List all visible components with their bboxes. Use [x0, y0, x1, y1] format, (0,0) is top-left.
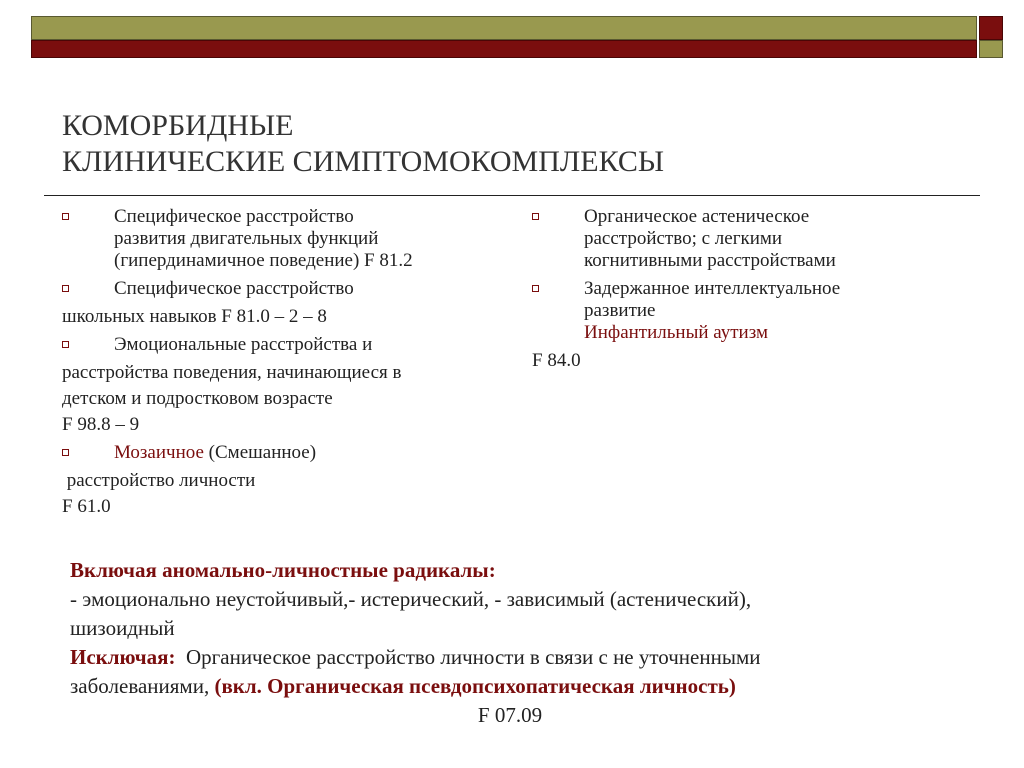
item-continuation: F 61.0 — [62, 496, 111, 517]
excluding-bold-text: (вкл. Органическая псевдопсихопатическая личность) — [209, 674, 736, 698]
item-line: Эмоциональные расстройства и — [114, 334, 373, 355]
item-line: развития двигательных функций — [114, 228, 379, 249]
excluding-text: Органическое расстройство личности в связи с не уточненными — [175, 645, 761, 669]
including-text: - эмоционально неустойчивый,- истерический, - зависимый (астенический), — [70, 587, 752, 611]
item-continuation: школьных навыков F 81.0 – 2 – 8 — [62, 306, 327, 327]
excluding-text: заболеваниями, — [70, 674, 210, 698]
item-line: Органическое астеническое — [584, 206, 810, 227]
item-line: (гипердинамичное поведение) F 81.2 — [114, 250, 413, 271]
title-divider — [44, 195, 980, 196]
highlight-text: Инфантильный аутизм — [584, 322, 768, 343]
item-line: Специфическое расстройство — [114, 206, 354, 227]
item-line: Специфическое расстройство — [114, 278, 354, 299]
square-bullet-icon — [62, 213, 69, 220]
item-continuation: F 98.8 – 9 — [62, 414, 140, 435]
list-item — [62, 442, 512, 464]
slide-title — [62, 108, 962, 180]
right-column — [532, 206, 972, 378]
square-bullet-icon — [532, 213, 539, 220]
square-bullet-icon — [62, 341, 69, 348]
list-item — [532, 206, 972, 272]
item-continuation: детском и подростковом возрасте — [62, 388, 333, 409]
excluding-line — [70, 672, 950, 701]
left-column — [62, 206, 512, 524]
list-item — [62, 334, 512, 356]
list-item — [62, 206, 512, 272]
header-bar-olive — [31, 16, 977, 40]
square-bullet-icon — [62, 449, 69, 456]
bottom-notes — [70, 556, 950, 730]
item-line: Задержанное интеллектуальное — [584, 278, 841, 299]
square-bullet-icon — [532, 285, 539, 292]
excluding-label: Исключая: — [70, 645, 176, 669]
item-continuation: расстройства поведения, начинающиеся в — [62, 362, 402, 383]
header-square-maroon — [979, 16, 1003, 40]
item-line: расстройство; с легкими — [584, 228, 783, 249]
item-continuation: F 84.0 — [532, 350, 581, 371]
title-line-1: КОМОРБИДНЫЕ — [62, 109, 294, 142]
list-item — [532, 278, 972, 344]
title-line-2: КЛИНИЧЕСКИЕ СИМПТОМОКОМПЛЕКСЫ — [62, 145, 665, 178]
list-item — [62, 278, 512, 300]
highlight-text: Мозаичное — [114, 442, 204, 463]
excluding-line — [70, 643, 950, 672]
including-text: шизоидный — [70, 616, 175, 640]
item-text: (Смешанное) — [203, 442, 317, 463]
item-line — [114, 442, 512, 464]
item-line: развитие — [584, 300, 656, 321]
header-bar-maroon — [31, 40, 977, 58]
including-label: Включая аномально-личностные радикалы: — [70, 558, 496, 582]
item-line: когнитивными расстройствами — [584, 250, 836, 271]
item-continuation: расстройство личности — [62, 470, 256, 491]
diagnosis-code: F 07.09 — [477, 703, 543, 727]
header-square-olive — [979, 40, 1003, 58]
square-bullet-icon — [62, 285, 69, 292]
